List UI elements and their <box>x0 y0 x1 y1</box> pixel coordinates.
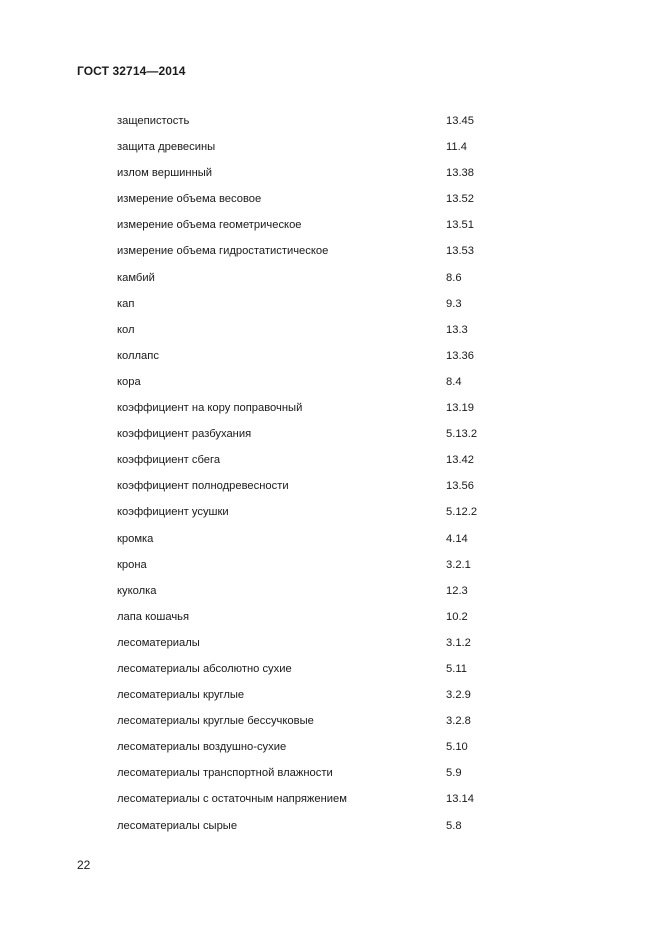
index-reference: 5.8 <box>446 819 462 832</box>
index-reference: 3.2.1 <box>446 558 471 571</box>
index-term: кап <box>117 297 135 310</box>
index-row <box>0 453 661 479</box>
index-reference: 5.10 <box>446 741 468 754</box>
index-reference: 13.51 <box>446 219 474 232</box>
index-row <box>0 610 661 636</box>
index-term: крона <box>117 558 147 571</box>
index-reference: 13.56 <box>446 480 474 493</box>
index-row <box>0 166 661 192</box>
index-term: излом вершинный <box>117 167 213 180</box>
index-row <box>0 218 661 244</box>
index-term: защита древесины <box>117 141 216 154</box>
index-row <box>0 792 661 818</box>
index-row <box>0 323 661 349</box>
index-row <box>0 192 661 218</box>
index-term: камбий <box>117 271 155 284</box>
index-row <box>0 297 661 323</box>
index-row <box>0 479 661 505</box>
index-term: лесоматериалы абсолютно сухие <box>117 662 292 675</box>
index-row <box>0 532 661 558</box>
index-term: коэффициент сбега <box>117 454 221 467</box>
index-reference: 8.6 <box>446 271 462 284</box>
index-term: кол <box>117 323 135 336</box>
index-reference: 5.12.2 <box>446 506 478 519</box>
index-term: защепистость <box>117 115 190 127</box>
index-term: лесоматериалы воздушно-сухие <box>117 741 287 754</box>
index-term: коэффициент разбухания <box>117 428 252 441</box>
index-row <box>0 558 661 584</box>
index-reference: 3.2.9 <box>446 689 471 702</box>
index-reference: 3.1.2 <box>446 636 471 649</box>
index-reference: 13.52 <box>446 193 474 206</box>
index-row <box>0 244 661 270</box>
index-row <box>0 114 661 140</box>
index-reference: 11.4 <box>446 141 467 154</box>
index-reference: 13.36 <box>446 349 474 362</box>
index-term: кромка <box>117 532 154 545</box>
page-number: 22 <box>77 858 91 872</box>
index-reference: 13.19 <box>446 402 474 415</box>
index-reference: 5.9 <box>446 767 462 780</box>
index-reference: 13.38 <box>446 167 474 180</box>
index-term: лесоматериалы круглые бессучковые <box>117 715 314 728</box>
index-row <box>0 714 661 740</box>
index-term: лесоматериалы транспортной влажности <box>117 767 333 780</box>
index-term: измерение объема весовое <box>117 193 262 206</box>
index-row <box>0 401 661 427</box>
index-reference: 5.13.2 <box>446 428 478 441</box>
index-row <box>0 819 661 845</box>
index-reference: 13.14 <box>446 793 474 806</box>
document-header: ГОСТ 32714—2014 <box>77 64 186 78</box>
index-term: измерение объема геометрическое <box>117 219 302 232</box>
index-row <box>0 584 661 610</box>
index-term: куколка <box>117 584 157 597</box>
index-term: коэффициент усушки <box>117 506 229 519</box>
index-row <box>0 140 661 166</box>
index-term: кора <box>117 375 141 388</box>
index-row <box>0 349 661 375</box>
index-row <box>0 688 661 714</box>
index-reference: 8.4 <box>446 375 462 388</box>
index-row <box>0 505 661 531</box>
index-reference: 13.53 <box>446 245 474 258</box>
index-row <box>0 375 661 401</box>
index-term: лапа кошачья <box>117 610 190 623</box>
index-reference: 4.14 <box>446 532 468 545</box>
index-list <box>0 114 661 845</box>
index-row <box>0 271 661 297</box>
index-term: лесоматериалы <box>117 636 200 649</box>
index-term: лесоматериалы круглые <box>117 689 245 702</box>
index-reference: 9.3 <box>446 297 462 310</box>
index-term: лесоматериалы с остаточным напряжением <box>117 793 347 806</box>
index-row <box>0 740 661 766</box>
index-term: коэффициент полнодревесности <box>117 480 289 493</box>
index-reference: 13.42 <box>446 454 474 467</box>
index-row <box>0 636 661 662</box>
index-row <box>0 427 661 453</box>
index-term: лесоматериалы сырые <box>117 819 238 832</box>
index-term: коэффициент на кору поправочный <box>117 402 303 415</box>
index-reference: 13.45 <box>446 115 474 127</box>
index-reference: 13.3 <box>446 323 468 336</box>
index-reference: 10.2 <box>446 610 468 623</box>
index-term: измерение объема гидростатистическое <box>117 245 329 258</box>
index-row <box>0 662 661 688</box>
index-row <box>0 766 661 792</box>
index-reference: 3.2.8 <box>446 715 471 728</box>
index-reference: 12.3 <box>446 584 468 597</box>
index-reference: 5.11 <box>446 662 467 675</box>
index-term: коллапс <box>117 349 159 362</box>
